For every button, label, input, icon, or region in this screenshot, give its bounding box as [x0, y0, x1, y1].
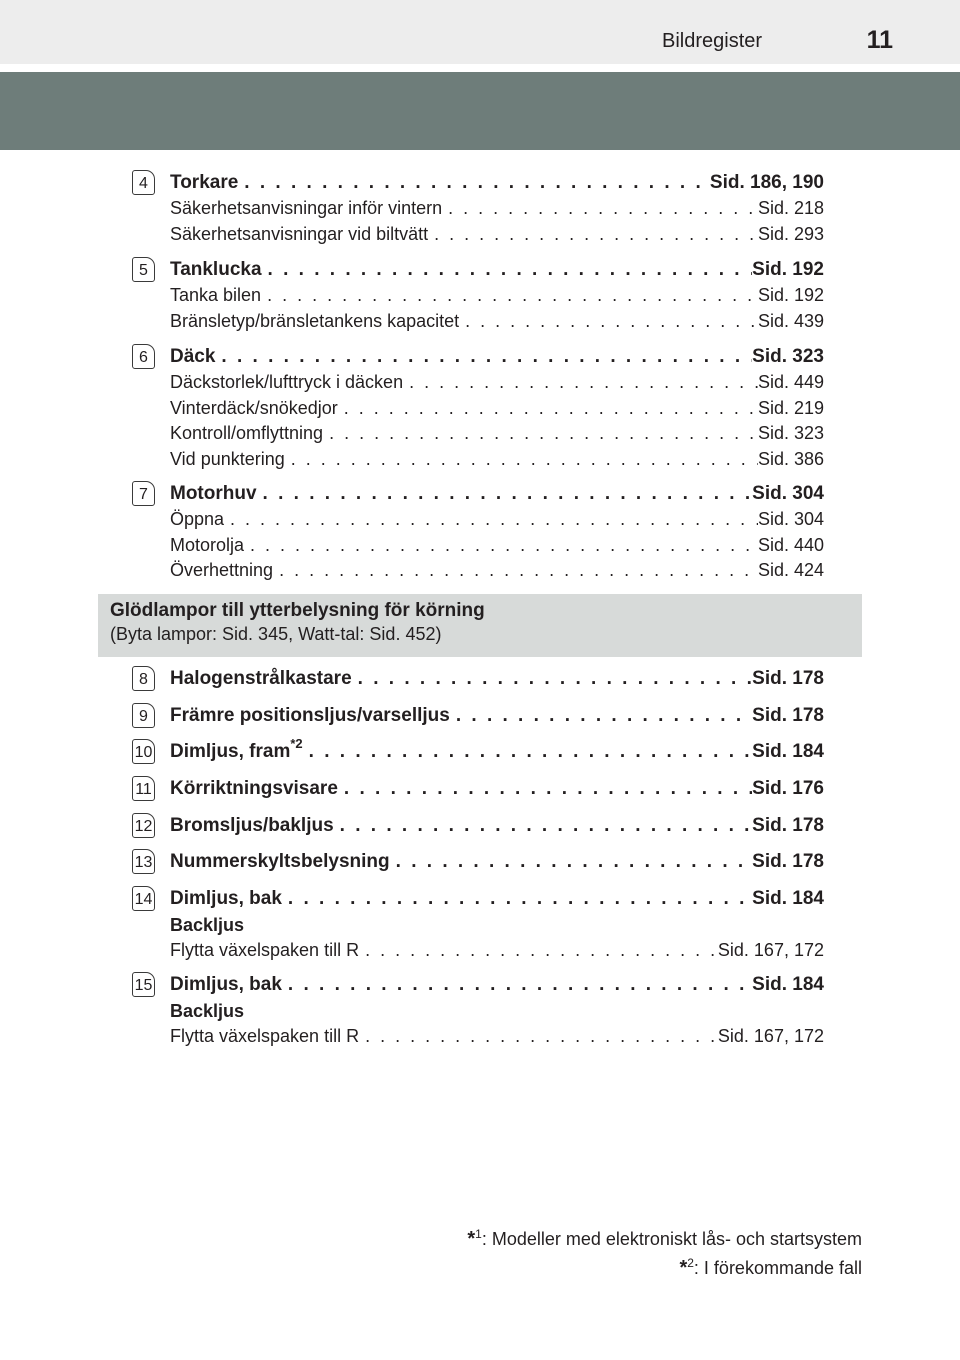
leader-dots	[334, 813, 753, 839]
page-reference[interactable]: Sid. 304	[757, 509, 824, 529]
page-reference[interactable]: Sid. 167, 172	[717, 1026, 824, 1046]
entry-title: Nummerskyltsbelysning	[170, 851, 390, 872]
leader-dots	[282, 972, 752, 998]
sub-entry-label: Säkerhetsanvisningar vid biltvätt	[170, 223, 429, 244]
entry-number-badge: 8	[132, 666, 155, 691]
page-reference[interactable]: Sid. 304	[752, 483, 824, 504]
index-entry-wipers	[132, 170, 824, 247]
entry-main-row[interactable]	[170, 972, 824, 998]
entry-sub-row[interactable]	[170, 283, 824, 309]
footnote-text: : Modeller med elektroniskt lås- och startsystem	[481, 1229, 862, 1249]
entry-number-badge: 9	[132, 703, 155, 728]
leader-dots	[273, 558, 758, 584]
page-reference[interactable]: Sid. 178	[752, 815, 824, 836]
page-reference[interactable]: Sid. 184	[752, 974, 824, 995]
sub-entry-label: Öppna	[170, 509, 225, 529]
page-reference[interactable]: Sid. 192	[757, 285, 824, 305]
entry-main-row[interactable]	[170, 886, 824, 912]
leader-dots	[224, 507, 758, 533]
sub-entry-label: Bränsletyp/bränsletankens kapacitet	[170, 310, 460, 331]
footnote-star: *	[467, 1228, 476, 1250]
page-reference[interactable]: Sid. 178	[752, 851, 824, 872]
sub-entry-label: Vinterdäck/snökedjor	[170, 397, 338, 418]
leader-dots	[450, 703, 752, 729]
entry-title: Bromsljus/bakljus	[170, 815, 334, 836]
entry-title: Körriktningsvisare	[170, 778, 338, 799]
footnote-star: *	[679, 1257, 688, 1279]
page-number: 11	[866, 26, 893, 54]
entry-main-row[interactable]	[170, 257, 824, 283]
footnotes	[467, 1222, 862, 1280]
leader-dots	[428, 222, 758, 248]
leader-dots	[323, 421, 758, 447]
sub-entry-label: Motorolja	[170, 534, 245, 555]
page-reference[interactable]: Sid. 424	[757, 560, 824, 580]
entry-number-badge: 14	[132, 886, 155, 911]
entry-number-badge: 5	[132, 257, 155, 282]
entry-title-text: Dimljus, fram	[170, 741, 291, 762]
page-reference[interactable]: Sid. 323	[757, 423, 824, 443]
leader-dots	[261, 283, 758, 309]
leader-dots	[244, 533, 758, 559]
entry-title: Torkare	[170, 172, 239, 193]
page-reference[interactable]: Sid. 176	[752, 778, 824, 799]
leader-dots	[262, 257, 753, 283]
section-title: Bildregister	[662, 30, 763, 52]
page-reference[interactable]: Sid. 386	[757, 448, 824, 469]
entry-main-row[interactable]	[170, 481, 824, 507]
index-entry-hood	[132, 481, 824, 584]
sub-entry-label: Flytta växelspaken till R	[170, 1026, 360, 1046]
leader-dots	[338, 396, 758, 422]
page-reference[interactable]: Sid. 323	[752, 346, 824, 367]
leader-dots	[352, 666, 753, 692]
entry-sub-row[interactable]	[170, 558, 824, 584]
page-reference[interactable]: Sid. 293	[757, 223, 824, 244]
page-header-bar	[0, 0, 960, 64]
page-reference[interactable]: Sid. 449	[757, 372, 824, 392]
lighting-section-title: Glödlampor till ytterbelysning för körning	[110, 600, 485, 621]
leader-dots	[390, 849, 753, 875]
entry-number-badge: 7	[132, 481, 155, 506]
leader-dots	[338, 776, 752, 802]
entry-main-row[interactable]	[170, 344, 824, 370]
page-reference[interactable]: Sid. 186, 190	[709, 172, 824, 193]
entry-title: Tanklucka	[170, 259, 262, 280]
leader-dots	[303, 739, 753, 765]
entry-title: Halogenstrålkastare	[170, 668, 352, 689]
entry-sub-row[interactable]	[170, 222, 824, 248]
entry-main-row[interactable]	[170, 703, 824, 729]
entry-number-badge: 4	[132, 170, 155, 195]
footnote-number: 1	[475, 1227, 482, 1241]
entry-title: Dimljus, bak	[170, 974, 282, 995]
index-entry-headlights	[132, 666, 824, 692]
entry-main-row[interactable]	[170, 776, 824, 802]
leader-dots	[257, 481, 753, 507]
leader-dots	[403, 370, 758, 396]
index-entry-rear-fog	[132, 886, 824, 964]
footnote-1	[467, 1222, 862, 1251]
entry-sub-row[interactable]	[170, 309, 824, 335]
index-entry-position-lights	[132, 703, 824, 729]
lighting-section-box	[98, 594, 862, 657]
entry-sub-row[interactable]	[170, 533, 824, 559]
page-reference[interactable]: Sid. 167, 172	[717, 940, 824, 960]
sub-entry-label: Tanka bilen	[170, 285, 262, 305]
index-entry-fuel-door	[132, 257, 824, 334]
entry-number-badge: 10	[132, 739, 155, 764]
page-reference[interactable]: Sid. 440	[757, 534, 824, 555]
entry-title	[170, 735, 303, 765]
page-reference[interactable]: Sid. 219	[757, 397, 824, 418]
leader-dots	[238, 170, 710, 196]
page-reference[interactable]: Sid. 439	[757, 310, 824, 331]
index-entry-front-fog	[132, 735, 824, 765]
lighting-section-subtitle[interactable]: (Byta lampor: Sid. 345, Watt-tal: Sid. 452)	[110, 624, 442, 644]
index-entry-rear-fog-2	[132, 972, 824, 1050]
leader-dots	[282, 886, 752, 912]
entry-number-badge: 6	[132, 344, 155, 369]
entry-sub-row[interactable]	[170, 370, 824, 396]
page-reference[interactable]: Sid. 192	[752, 259, 824, 280]
footnote-2	[467, 1251, 862, 1280]
footnote-text: : I förekommande fall	[693, 1258, 862, 1278]
footnote-number: 2	[687, 1256, 694, 1270]
entry-title: Främre positionsljus/varselljus	[170, 705, 450, 726]
page-reference[interactable]: Sid. 178	[752, 668, 824, 689]
entry-number-badge: 13	[132, 849, 155, 874]
entry-number-badge: 15	[132, 972, 155, 997]
index-entry-tires	[132, 344, 824, 472]
entry-main-row[interactable]	[170, 666, 824, 692]
sub-entry-label: Överhettning	[170, 560, 274, 580]
entry-main-row[interactable]	[170, 735, 824, 765]
entry-number-badge: 12	[132, 813, 155, 838]
entry-sub-row[interactable]	[170, 447, 824, 473]
sub-entry-label: Däckstorlek/lufttryck i däcken	[170, 372, 404, 392]
index-entry-turn-signals	[132, 776, 824, 802]
leader-dots	[215, 344, 752, 370]
footnote-marker: *2	[290, 735, 303, 751]
page-reference[interactable]: Sid. 218	[757, 198, 824, 218]
entry-sub-row[interactable]	[170, 938, 824, 964]
sub-entry-label: Kontroll/omflyttning	[170, 423, 324, 443]
leader-dots	[442, 196, 758, 222]
leader-dots	[359, 1024, 718, 1050]
entry-sub-row[interactable]	[170, 507, 824, 533]
entry-sub-row[interactable]	[170, 196, 824, 222]
header-band	[0, 72, 960, 150]
leader-dots	[359, 938, 718, 964]
entry-sub-row[interactable]	[170, 421, 824, 447]
index-entry-plate-light	[132, 849, 824, 875]
entry-title: Motorhuv	[170, 483, 257, 504]
entry-number-badge: 11	[132, 776, 155, 801]
sub-entry-label: Flytta växelspaken till R	[170, 940, 360, 960]
entry-sub-row[interactable]	[170, 1024, 824, 1050]
page-reference[interactable]: Sid. 184	[752, 888, 824, 909]
sub-entry-heading: Backljus	[170, 915, 245, 935]
entry-main-row[interactable]	[170, 170, 824, 196]
entry-title: Däck	[170, 346, 216, 367]
sub-entry-label: Vid punktering	[170, 448, 285, 469]
leader-dots	[459, 309, 758, 335]
page-reference[interactable]: Sid. 184	[752, 741, 824, 762]
entry-sub-row[interactable]	[170, 396, 824, 422]
entry-title: Dimljus, bak	[170, 888, 282, 909]
sub-entry-heading: Backljus	[170, 1001, 245, 1021]
leader-dots	[285, 447, 758, 473]
page-reference[interactable]: Sid. 178	[752, 705, 824, 726]
entry-main-row[interactable]	[170, 813, 824, 839]
index-entry-brake-lights	[132, 813, 824, 839]
entry-main-row[interactable]	[170, 849, 824, 875]
sub-entry-label: Säkerhetsanvisningar inför vintern	[170, 198, 443, 218]
